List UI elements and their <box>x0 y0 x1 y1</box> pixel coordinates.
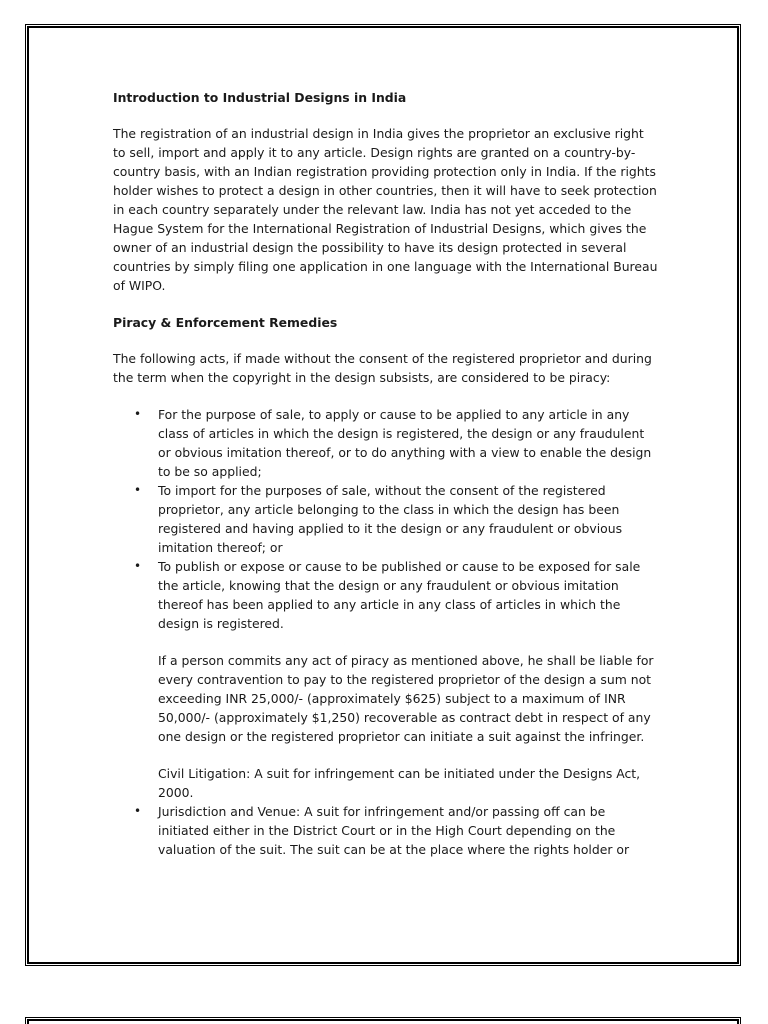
bullet-icon: • <box>134 804 142 818</box>
piracy-heading: Piracy & Enforcement Remedies <box>113 315 338 330</box>
intro-paragraph: The registration of an industrial design in India gives the proprietor an exclusive right to sell, import and apply it to any article. Design rights are granted on a country-by-country basis, with an Indian registration providing protection only in India. If the rights holder wishes to protect a design in other countries, then it will have to seek protection in each country separately under the relevant law. India has not yet acceded to the Hague System for the International Registration of Industrial Designs, which gives the owner of an industrial design the possibility to have its design protected in several countries by simply filing one application in one language with the International Bureau of WIPO. <box>113 126 658 293</box>
list-item <box>134 405 658 481</box>
bullet-icon: • <box>134 559 142 573</box>
piracy-intro: The following acts, if made without the consent of the registered proprietor and during the term when the copyright in the design subsists, are considered to be piracy: <box>113 351 652 385</box>
next-page-border <box>25 1017 741 1024</box>
piracy-acts-list <box>113 405 658 633</box>
list-item <box>134 557 658 633</box>
jurisdiction-list <box>113 802 658 859</box>
list-item <box>134 802 658 859</box>
civil-litigation-paragraph: Civil Litigation: A suit for infringement can be initiated under the Designs Act, 2000. <box>158 766 641 800</box>
list-item <box>134 481 658 557</box>
intro-heading: Introduction to Industrial Designs in India <box>113 90 407 105</box>
list-item-text: Jurisdiction and Venue: A suit for infringement and/or passing off can be initiated either in the District Court or in the High Court depending on the valuation of the suit. The suit can be at the place where the rights holder or <box>158 804 630 857</box>
penalty-paragraph: If a person commits any act of piracy as mentioned above, he shall be liable for every contravention to pay to the registered proprietor of the design a sum not exceeding INR 25,000/- (approximately $625) subject to a maximum of INR 50,000/- (approximately $1,250) recoverable as contract debt in respect of any one design or the registered proprietor can initiate a suit against the infringer. <box>158 653 654 744</box>
list-item-text: To publish or expose or cause to be published or cause to be exposed for sale the article, knowing that the design or any fraudulent or obvious imitation thereof has been applied to any article in any class of articles in which the design is registered. <box>158 559 641 631</box>
document-body <box>113 88 658 859</box>
bullet-icon: • <box>134 407 142 421</box>
bullet-icon: • <box>134 483 142 497</box>
list-item-text: For the purpose of sale, to apply or cause to be applied to any article in any class of articles in which the design is registered, the design or any fraudulent or obvious imitation thereof, or to do anything with a view to enable the design to be so applied; <box>158 407 652 479</box>
list-item-text: To import for the purposes of sale, without the consent of the registered proprietor, any article belonging to the class in which the design has been registered and having applied to it the design or any fraudulent or obvious imitation thereof; or <box>158 483 623 555</box>
